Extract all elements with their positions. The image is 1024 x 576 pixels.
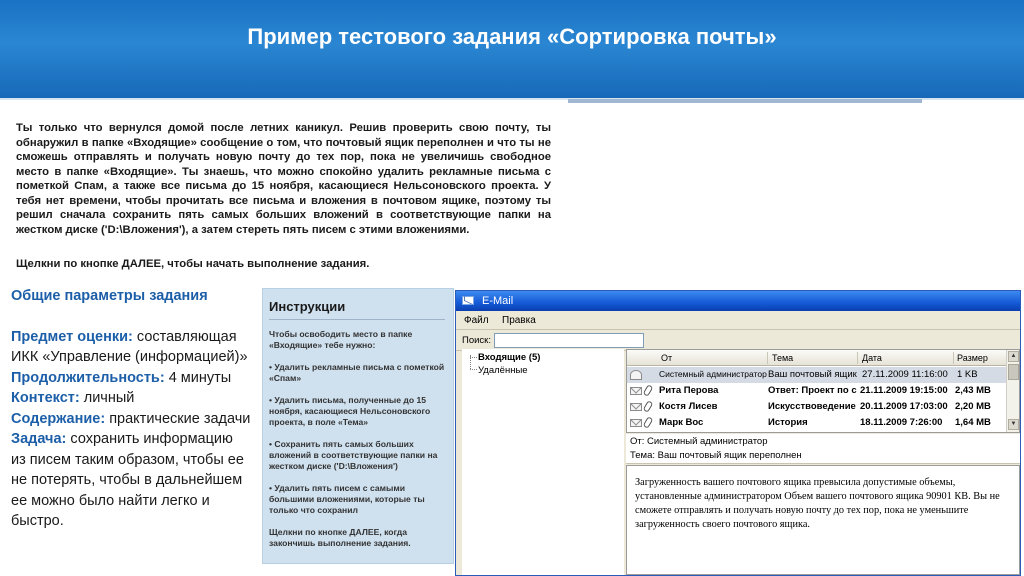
- instruction-item: Щелкни по кнопке ДАЛЕЕ, когда закончишь выполнение задания.: [269, 527, 411, 548]
- column-from[interactable]: От: [661, 353, 673, 363]
- params-heading: Общие параметры задания: [11, 288, 208, 304]
- param-task-value: сохранить информацию из писем таким образом, чтобы ее не потерять, чтобы в дальнейшем ее можно было найти легко и быстро.: [11, 431, 244, 529]
- message-row[interactable]: [627, 415, 1007, 431]
- message-subject: Ваш почтовый ящик: [768, 369, 857, 380]
- column-subject[interactable]: Тема: [772, 353, 794, 363]
- param-subject: [11, 327, 251, 368]
- message-list: [626, 349, 1020, 433]
- instruction-item: Чтобы освободить место в папке «Входящие» тебе нужно:: [269, 329, 413, 350]
- intro-action-text: Щелкни по кнопке ДАЛЕЕ, чтобы начать выполнение задания.: [16, 258, 370, 270]
- message-row[interactable]: [627, 383, 1007, 399]
- attachment-icon: [643, 400, 654, 413]
- slide-header: [0, 0, 1024, 100]
- menu-file[interactable]: Файл: [464, 315, 489, 326]
- envelope-icon: [630, 387, 642, 395]
- instructions-divider: [269, 319, 445, 320]
- instructions-heading: Инструкции: [269, 299, 346, 314]
- message-date: 18.11.2009 7:26:00: [860, 417, 943, 428]
- param-content: [11, 409, 251, 430]
- message-from: Марк Вос: [659, 417, 704, 428]
- email-window-title: E-Mail: [482, 295, 514, 307]
- param-content-label: Содержание:: [11, 410, 106, 427]
- preview-from: От: Системный администратор: [630, 436, 768, 447]
- instruction-item: • Сохранить пять самых больших вложений в соответствующие папки на жестком диске ('D:\Вложения'): [269, 439, 438, 471]
- attachment-icon: [643, 416, 654, 429]
- param-subject-value: составляющая ИКК «Управление (информацией)»: [11, 328, 248, 365]
- message-subject: Искусствоведение: [768, 401, 856, 412]
- message-row[interactable]: [627, 399, 1007, 415]
- message-size: 1 KB: [957, 369, 978, 380]
- instruction-item: • Удалить пять писем с самыми большими вложениями, которые ты только что сохранил: [269, 483, 425, 515]
- attachment-icon: [643, 384, 654, 397]
- slide-title: Пример тестового задания «Сортировка почты»: [247, 24, 777, 49]
- column-date[interactable]: Дата: [862, 353, 882, 363]
- message-from: Системный администратор: [659, 369, 767, 379]
- message-from: Костя Лисев: [659, 401, 718, 412]
- folder-inbox[interactable]: Входящие (5): [478, 352, 541, 363]
- param-context-label: Контекст:: [11, 390, 80, 406]
- search-input[interactable]: [494, 333, 644, 348]
- search-label: Поиск:: [462, 335, 491, 346]
- preview-subject: Тема: Ваш почтовый ящик переполнен: [630, 450, 802, 461]
- envelope-icon: [630, 403, 642, 411]
- param-duration-value: 4 минуты: [164, 369, 232, 386]
- header-divider: [568, 99, 922, 103]
- message-size: 2,20 MB: [955, 401, 991, 412]
- email-menubar: [456, 312, 1020, 330]
- folder-tree: [462, 349, 624, 575]
- param-content-value: практические задачи: [105, 410, 251, 427]
- message-subject: Ответ: Проект по с: [768, 385, 857, 396]
- message-row[interactable]: [627, 367, 1007, 383]
- message-size: 2,43 MB: [955, 385, 991, 396]
- instructions-panel: [262, 288, 454, 564]
- email-searchbar: [456, 331, 1020, 351]
- instructions-body: [269, 329, 447, 560]
- param-duration-label: Продолжительность:: [11, 369, 165, 386]
- instruction-item: • Удалить письма, полученные до 15 ноября, касающиеся Нельсоновского проекта, в поле «Тема»: [269, 395, 431, 427]
- intro-paragraph: Ты только что вернулся домой после летних каникул. Решив проверить свою почту, ты обнаружил в папке «Входящие» сообщение о том, что почтовый ящик переполнен и что ты не сможешь отправлять и получать новую почту до тех пор, пока не увеличишь свободное место в папке «Входящие». Ты знаешь, что можно спокойно удалить рекламные письма с пометкой Спам, а также все письма до 15 ноября, касающиеся Нельсоновского проекта. У тебя нет времени, чтобы прочитать все письма и вложения в почтовом ящике, поэтому ты решил сначала сохранить пять самых больших вложений в соответствующие папки на жестком диске ('D:\Вложения'), а затем стереть пять писем с этими вложениями.: [16, 122, 551, 236]
- scroll-up-icon[interactable]: ▲: [1008, 351, 1019, 362]
- mail-app-icon: [462, 296, 474, 305]
- message-preview-header: [626, 434, 1020, 464]
- scroll-thumb[interactable]: [1008, 364, 1019, 380]
- email-window: [455, 290, 1021, 576]
- menu-edit[interactable]: Правка: [502, 315, 536, 326]
- param-task: [11, 429, 251, 532]
- column-size[interactable]: Размер: [957, 353, 988, 363]
- param-duration: [11, 368, 251, 389]
- instruction-item: • Удалить рекламные письма с пометкой «Спам»: [269, 362, 445, 383]
- task-parameters: [11, 286, 251, 532]
- message-list-scrollbar[interactable]: [1006, 350, 1019, 432]
- message-from: Рита Перова: [659, 385, 719, 396]
- tree-line: [470, 369, 477, 370]
- param-context-value: личный: [79, 390, 135, 406]
- message-list-header: [627, 350, 1007, 366]
- message-size: 1,64 MB: [955, 417, 991, 428]
- message-date: 21.11.2009 19:15:00: [860, 385, 948, 396]
- envelope-icon: [630, 419, 642, 427]
- folder-deleted[interactable]: Удалённые: [478, 365, 528, 376]
- param-subject-label: Предмет оценки:: [11, 328, 133, 345]
- tree-line: [470, 357, 477, 358]
- param-task-label: Задача:: [11, 431, 67, 447]
- email-titlebar[interactable]: [456, 291, 1020, 311]
- opened-envelope-icon: [630, 370, 642, 380]
- message-date: 20.11.2009 17:03:00: [860, 401, 948, 412]
- message-preview-body: Загруженность вашего почтового ящика превысила допустимые объемы, установленные администратором Объем вашего почтового ящика 90901 КВ. Вы не сможете отправлять и получать новую почту до тех пор, пока не уменьшите загруженность своего почтового ящика.: [626, 465, 1020, 575]
- scroll-down-icon[interactable]: ▼: [1008, 419, 1019, 430]
- message-subject: История: [768, 417, 808, 428]
- param-context: [11, 388, 251, 409]
- message-date: 27.11.2009 11:16:00: [862, 369, 948, 380]
